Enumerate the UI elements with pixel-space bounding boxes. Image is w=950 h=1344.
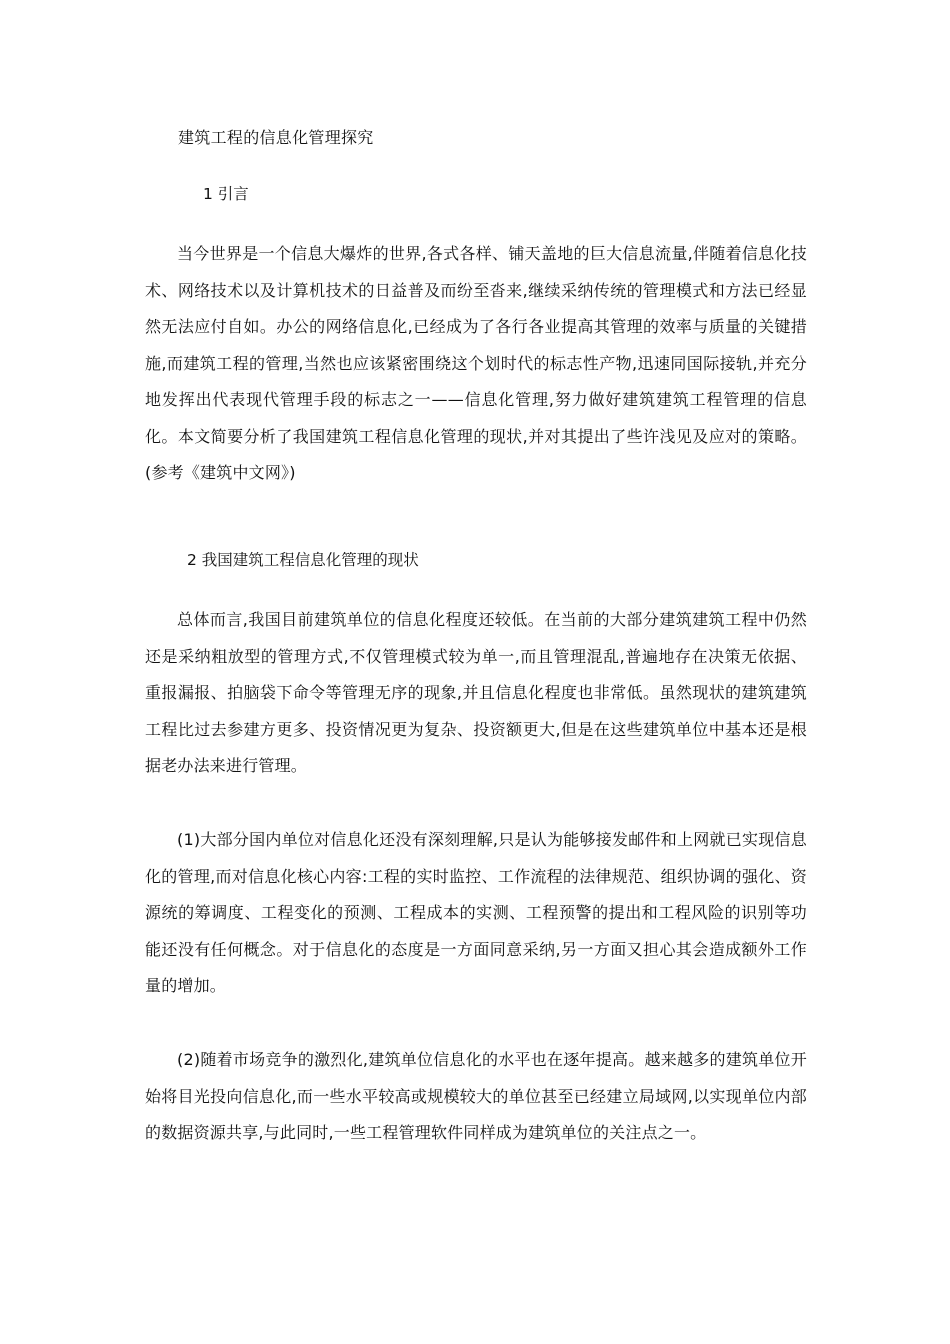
section-heading-current-status: 2 我国建筑工程信息化管理的现状 [187, 551, 419, 569]
list-item-2-paragraph: (2)随着市场竞争的激烈化,建筑单位信息化的水平也在逐年提高。越来越多的建筑单位开始将目光投向信息化,而一些水平较高或规模较大的单位甚至已经建立局域网,以实现单位内部的数据资源共享,与此同时,一些工程管理软件同样成为建筑单位的关注点之一。 [145, 1050, 807, 1142]
document-title: 建筑工程的信息化管理探究 [178, 128, 374, 147]
list-item-1-paragraph: (1)大部分国内单位对信息化还没有深刻理解,只是认为能够接发邮件和上网就已实现信息化的管理,而对信息化核心内容:工程的实时监控、工作流程的法律规范、组织协调的强化、资源统的筹调度、工程变化的预测、工程成本的实测、工程预警的提出和工程风险的识别等功能还没有任何概念。对于信息化的态度是一方面同意采纳,另一方面又担心其会造成额外工作量的增加。 [145, 830, 807, 995]
section-heading-introduction: 1 引言 [203, 185, 249, 203]
current-status-paragraph: 总体而言,我国目前建筑单位的信息化程度还较低。在当前的大部分建筑建筑工程中仍然还是采纳粗放型的管理方式,不仅管理模式较为单一,而且管理混乱,普遍地存在决策无依据、重报漏报、拍脑袋下命令等管理无序的现象,并且信息化程度也非常低。虽然现状的建筑建筑工程比过去参建方更多、投资情况更为复杂、投资额更大,但是在这些建筑单位中基本还是根据老办法来进行管理。 [145, 610, 807, 775]
introduction-paragraph: 当今世界是一个信息大爆炸的世界,各式各样、铺天盖地的巨大信息流量,伴随着信息化技术、网络技术以及计算机技术的日益普及而纷至沓来,继续采纳传统的管理模式和方法已经显然无法应付自如。办公的网络信息化,已经成为了各行各业提高其管理的效率与质量的关键措施,而建筑工程的管理,当然也应该紧密围绕这个划时代的标志性产物,迅速同国际接轨,并充分地发挥出代表现代管理手段的标志之一——信息化管理,努力做好建筑建筑工程管理的信息化。本文简要分析了我国建筑工程信息化管理的现状,并对其提出了些许浅见及应对的策略。(参考《建筑中文网》) [145, 244, 807, 482]
